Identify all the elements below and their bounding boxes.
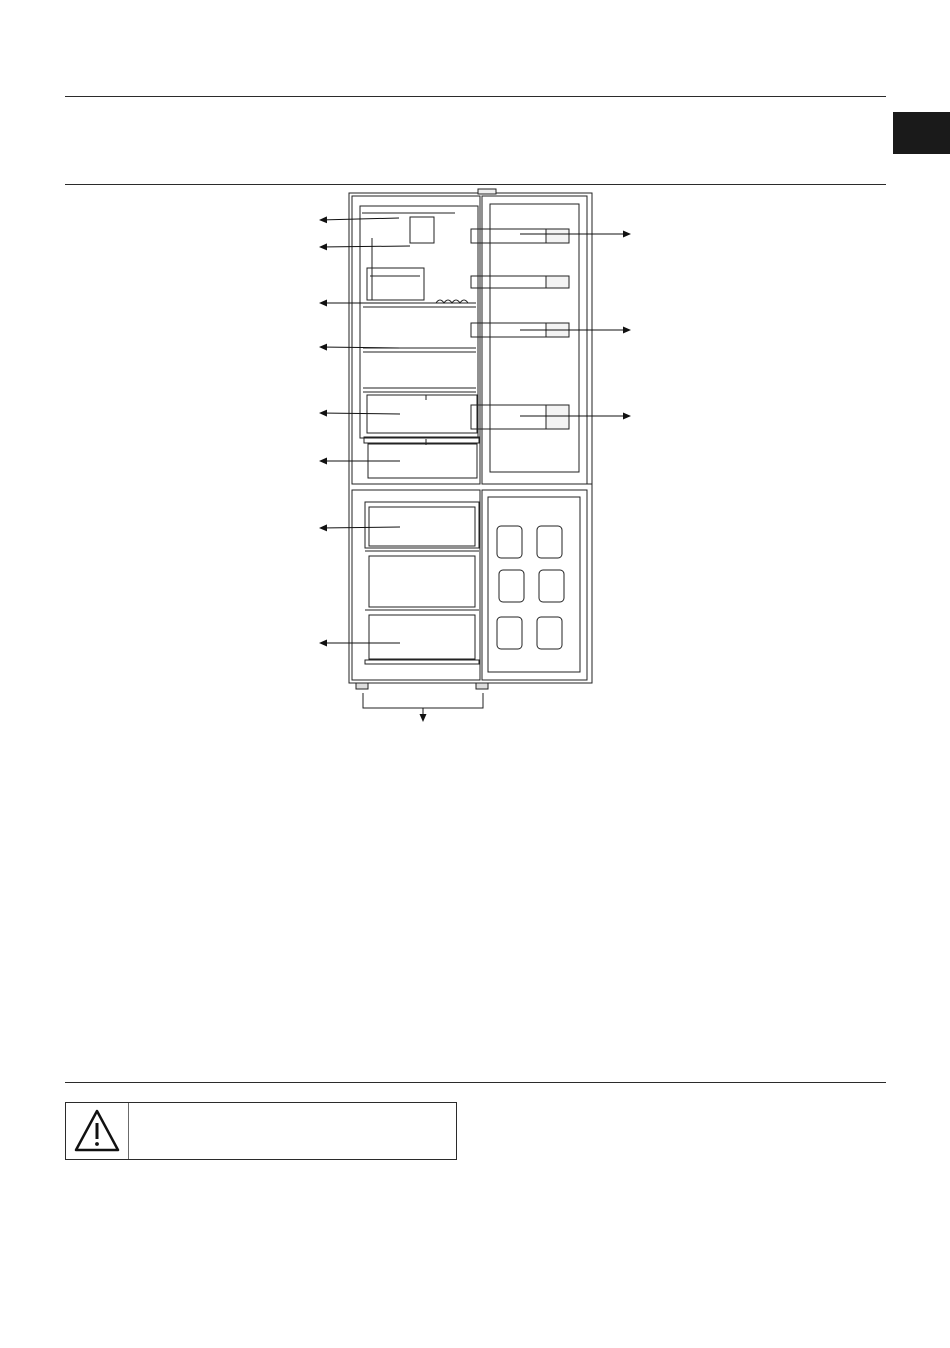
language-tab <box>893 112 950 154</box>
right-callout-arrows <box>520 234 630 416</box>
fridge-door <box>482 196 587 484</box>
warning-triangle-icon <box>66 1103 128 1159</box>
refrigerator-diagram <box>300 184 645 724</box>
top-rule <box>65 96 886 97</box>
warning-divider <box>128 1103 129 1159</box>
warning-box <box>65 1102 457 1160</box>
left-callout-arrows <box>320 218 410 643</box>
warning-section-rule <box>65 1082 886 1083</box>
freezer-door <box>482 490 587 680</box>
